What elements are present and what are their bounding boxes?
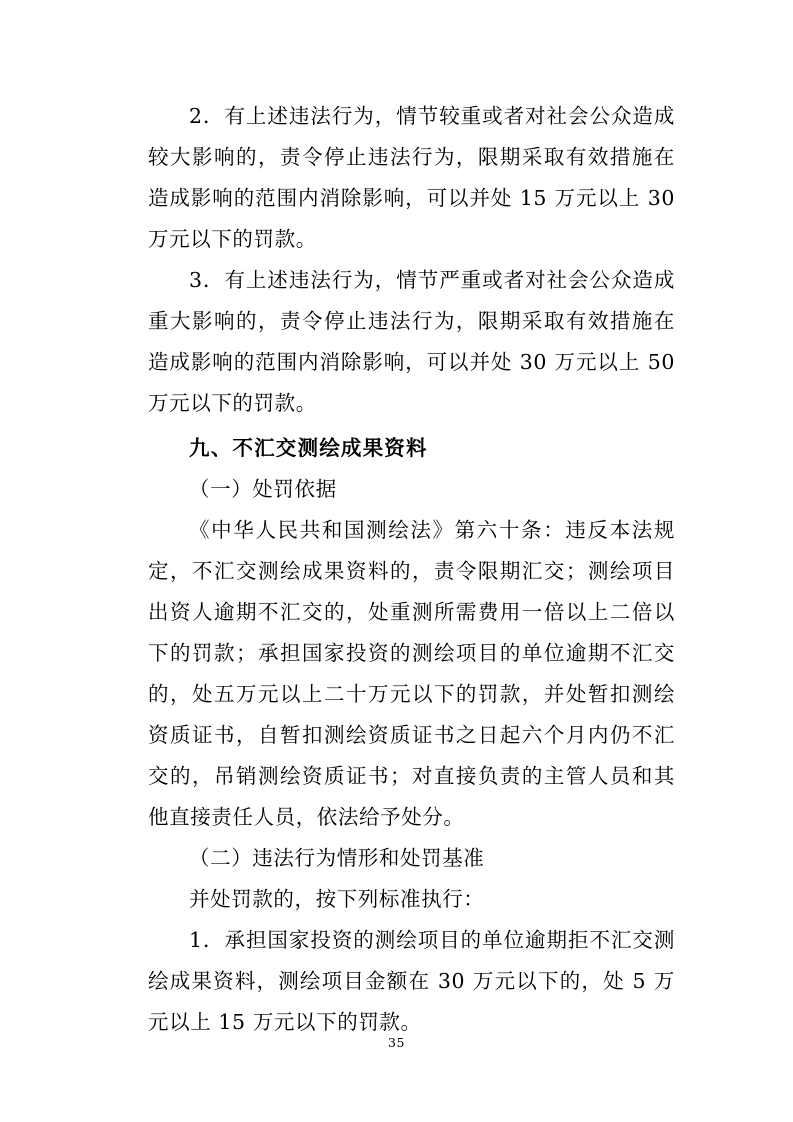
document-body [148,96,675,1043]
subsection-heading-one: （一）处罚依据 [189,477,337,501]
paragraph-clause-2: 2．有上述违法行为，情节较重或者对社会公众造成较大影响的，责令停止违法行为，限期采取有效措施在造成影响的范围内消除影响，可以并处 15 万元以上 30 万元以下的罚款。 [148,104,675,251]
paragraph-penalty-standard: 并处罚款的，按下列标准执行： [189,887,485,911]
page-number: 35 [388,1035,405,1050]
paragraph-item-1: 1．承担国家投资的测绘项目的单位逾期拒不汇交测绘成果资料，测绘项目金额在 30 万元以下的，处 5 万元以上 15 万元以下的罚款。 [148,928,675,1034]
section-heading-nine: 九、不汇交测绘成果资料 [189,436,428,460]
subsection-heading-two: （二）违法行为情形和处罚基准 [189,846,485,870]
paragraph-clause-3: 3．有上述违法行为，情节严重或者对社会公众造成重大影响的，责令停止违法行为，限期采取有效措施在造成影响的范围内消除影响，可以并处 30 万元以上 50 万元以下的罚款。 [148,268,675,415]
paragraph-legal-basis: 《中华人民共和国测绘法》第六十条：违反本法规定，不汇交测绘成果资料的，责令限期汇交；测绘项目出资人逾期不汇交的，处重测所需费用一倍以上二倍以下的罚款；承担国家投资的测绘项目的单位逾期不汇交的，处五万元以上二十万元以下的罚款，并处暂扣测绘资质证书，自暂扣测绘资质证书之日起六个月内仍不汇交的，吊销测绘资质证书；对直接负责的主管人员和其他直接责任人员，依法给予处分。 [148,518,675,829]
